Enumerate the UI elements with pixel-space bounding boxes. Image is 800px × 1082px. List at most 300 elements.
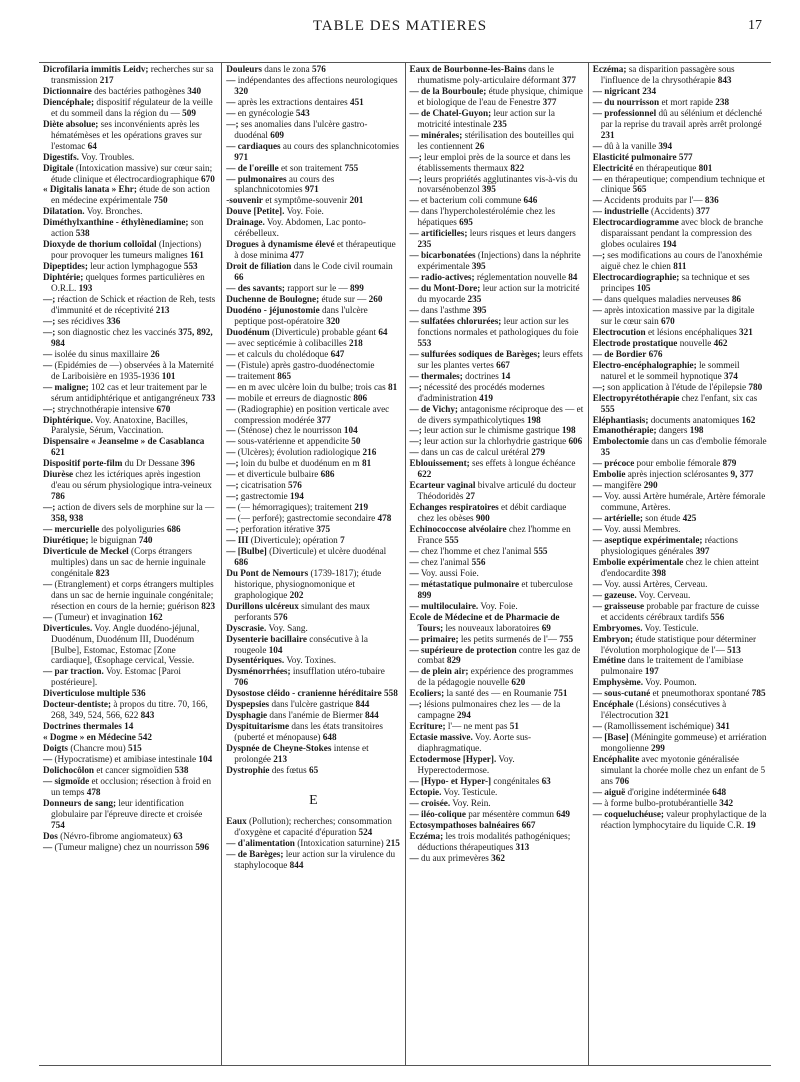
entry-text: dans le rhumatisme poly-articulaire déformant <box>417 64 560 85</box>
entry-heading: — sigmoïde <box>43 775 90 786</box>
entry-heading: —; <box>592 250 605 261</box>
index-entry <box>226 699 400 710</box>
index-entry <box>410 349 584 371</box>
entry-page-ref: 576 <box>312 64 326 74</box>
index-entry <box>410 524 584 546</box>
index-entry <box>410 579 584 601</box>
entry-heading: — <box>592 524 602 535</box>
entry-page-ref: 478 <box>377 513 392 524</box>
entry-page-ref: 14 <box>501 370 511 381</box>
entry-page-ref: 105 <box>636 283 651 294</box>
entry-text: (Pollution); recherches; consommation d'oxygène et capacité d'épuration <box>234 815 392 837</box>
entry-text: dans quelques maladies nerveuses <box>604 294 730 305</box>
entry-heading: — <box>226 403 236 414</box>
index-entry <box>226 524 400 535</box>
index-entry <box>43 535 217 546</box>
index-entry <box>226 174 400 196</box>
entry-text: (Méningite gommeuse) et arriération mongolienne <box>600 732 767 754</box>
entry-text: Voy. Anatoxine, Bacilles, Paralysie, Sérum, Vaccination. <box>51 414 188 436</box>
entry-heading: — d'alimentation <box>226 837 295 848</box>
entry-text: contre les gaz de combat <box>417 644 581 666</box>
index-entry <box>593 513 767 524</box>
index-entry <box>43 765 217 776</box>
entry-text: (Radiographie) en position verticale avec compression modérée <box>234 403 390 425</box>
index-entry <box>410 108 584 130</box>
entry-page-ref: 375, 892, 984 <box>51 326 213 348</box>
index-entry <box>410 174 584 196</box>
entry-text: le biguignan <box>90 534 137 545</box>
entry-heading: Du Pont de Nemours <box>226 567 309 578</box>
entry-heading: — minérales; <box>409 129 463 140</box>
entry-text: 102 cas et leur traitement par le sérum antidiphtérique et antigangréneux <box>51 381 207 403</box>
entry-heading: Dictionnaire <box>43 85 92 96</box>
index-entry <box>43 831 217 842</box>
entry-page-ref: 81 <box>388 381 398 392</box>
index-entry <box>410 458 584 480</box>
entry-heading: Dysenterie bacillaire <box>226 633 307 644</box>
entry-text: rapport sur le — <box>287 283 348 294</box>
entry-page-ref: 648 <box>712 786 727 797</box>
entry-heading: Duchenne de Boulogne; <box>226 294 320 305</box>
entry-heading: — croisée. <box>409 797 451 808</box>
entry-text: chez les ictériques après ingestion d'eau ou sérum physiologique intra-veineux <box>51 469 212 491</box>
entry-heading: Duodénum <box>226 326 270 337</box>
index-entry <box>593 272 767 294</box>
index-entry <box>226 838 400 849</box>
entry-page-ref: 321 <box>655 710 669 721</box>
entry-page-ref: 235 <box>467 294 482 305</box>
index-entry <box>226 261 400 283</box>
index-entry <box>43 327 217 349</box>
entry-heading: Durillons ulcéreux <box>226 600 299 611</box>
entry-heading: — [Bulbe] <box>226 545 267 556</box>
entry-page-ref: 198 <box>689 425 704 436</box>
entry-page-ref: 621 <box>51 447 65 458</box>
entry-heading: — radio-actives; <box>409 272 475 283</box>
entry-heading: — <box>592 491 602 502</box>
entry-text: Voy. Poumon. <box>645 677 697 688</box>
index-entry <box>593 163 767 174</box>
entry-text: (Intoxication massive) sur cœur sain; étude clinique et électrocardiographique <box>51 162 213 184</box>
entry-heading: Diphtérie; <box>43 272 84 283</box>
entry-page-ref: 606 <box>568 436 583 447</box>
entry-text: leur action sur la virulence du staphylocoque <box>234 848 396 870</box>
entry-page-ref: 213 <box>155 304 170 315</box>
entry-text: Voy. aussi Foie. <box>420 567 479 578</box>
index-entry <box>410 382 584 404</box>
entry-heading: — sous-cutané <box>592 688 651 699</box>
entry-page-ref: 235 <box>493 118 507 129</box>
entry-heading: — <box>43 754 53 765</box>
entry-heading: —; <box>43 315 56 326</box>
index-entry <box>226 765 400 776</box>
index-entry <box>226 535 400 546</box>
entry-text: dû au sélénium et déclenché par la reprise du travail après arrêt prolongé <box>600 107 763 129</box>
entry-page-ref: 217 <box>99 74 114 85</box>
index-entry <box>593 338 767 349</box>
entry-heading: Dyspituitarisme <box>226 721 290 732</box>
entry-text: valeur prophylactique de la réaction lymphocytaire du liquide C.R. <box>600 808 767 830</box>
entry-page-ref: 50 <box>351 436 361 447</box>
entry-heading: — gazeuse. <box>592 589 637 600</box>
entry-text: Voy. Foie. <box>286 206 324 217</box>
index-entry <box>226 721 400 743</box>
entry-heading: Dyspepsies <box>226 699 270 710</box>
entry-heading: — iléo-colique <box>409 808 466 819</box>
index-entry <box>226 108 400 119</box>
entry-text: et thérapeutique à dose minima <box>234 239 396 261</box>
index-entry <box>43 239 217 261</box>
entry-heading: — graisseuse <box>592 600 645 611</box>
entry-page-ref: 565 <box>632 184 647 195</box>
entry-page-ref: 313 <box>515 841 530 852</box>
entry-page-ref: 86 <box>731 294 741 305</box>
entry-heading: Dispositif porte-film <box>43 458 123 469</box>
entry-heading: —; <box>409 699 422 710</box>
entry-heading: — <box>592 480 602 491</box>
entry-heading: —; <box>43 326 56 337</box>
index-columns <box>39 62 771 1066</box>
entry-heading: — <box>592 294 602 305</box>
entry-heading: — III <box>226 534 249 545</box>
index-entry <box>593 809 767 831</box>
index-entry <box>226 283 400 294</box>
entry-text: et débit cardiaque chez les obèses <box>417 502 567 524</box>
entry-heading: — <box>226 392 236 403</box>
entry-text: mangifère <box>604 480 642 491</box>
entry-text: Voy. Toxines. <box>286 655 337 666</box>
entry-heading: — <box>409 195 419 206</box>
entry-text: congénitales <box>493 775 540 786</box>
entry-page-ref: 649 <box>556 808 570 819</box>
entry-text: quelques formes particulières en O.R.L. <box>51 272 205 294</box>
entry-heading: — artérielle; <box>592 513 643 524</box>
entry-heading: Embryomes. <box>592 622 643 633</box>
index-entry <box>226 688 400 699</box>
entry-heading: Dysentériques. <box>226 655 285 666</box>
entry-text: leur identification globulaire par l'épreuve directe et croisée <box>51 797 203 819</box>
entry-text: (Tumeur) et invagination <box>54 611 147 622</box>
entry-heading: — aiguë <box>592 786 626 797</box>
entry-text: ses modifications au cours de l'anoxhémie aiguë chez le chien <box>600 250 763 272</box>
index-entry <box>226 327 400 338</box>
entry-page-ref: 451 <box>349 96 364 107</box>
entry-heading: Eczéma; <box>592 64 627 74</box>
index-entry <box>593 634 767 656</box>
entry-text: (Ulcères); évolution radiologique <box>237 447 361 458</box>
index-entry <box>593 480 767 491</box>
entry-text: strychnothérapie intensive <box>57 403 155 414</box>
entry-heading: Emphysème. <box>592 677 644 688</box>
entry-page-ref: 81 <box>362 458 372 469</box>
entry-heading: — <box>226 359 236 370</box>
entry-heading: — <box>409 545 419 556</box>
index-entry <box>410 250 584 272</box>
entry-heading: Dipeptides; <box>43 261 88 272</box>
entry-text: (Hypocratisme) et amibiase intestinale <box>54 754 197 765</box>
entry-text: simulant des maux perforants <box>234 600 371 622</box>
index-entry <box>593 524 767 535</box>
entry-text: intense et prolongée <box>234 743 369 765</box>
entry-page-ref: 260 <box>368 294 383 305</box>
entry-heading: Digestifs. <box>43 151 79 162</box>
entry-text: chez l'enfant, six cas <box>681 392 758 403</box>
index-entry <box>226 502 400 513</box>
entry-page-ref: 740 <box>138 534 153 545</box>
index-entry <box>226 710 400 721</box>
entry-heading: — thermales; <box>409 370 463 381</box>
entry-text: au cours des splanchnicotomies <box>234 173 335 195</box>
index-entry <box>593 798 767 809</box>
entry-text: nécessité des procédés modernes d'administration <box>417 381 545 403</box>
entry-page-ref: 340 <box>187 85 202 96</box>
entry-page-ref: 201 <box>349 195 364 206</box>
entry-text: en gynécologie <box>237 107 294 118</box>
entry-text: Accidents produits par l'— <box>603 195 703 206</box>
entry-page-ref: 538 <box>75 228 90 239</box>
entry-heading: —; <box>226 491 239 502</box>
entry-text: par mésentère commun <box>468 808 554 819</box>
entry-page-ref: 377 <box>316 414 331 425</box>
entry-text: mobile et erreurs de diagnostic <box>237 392 352 403</box>
entry-page-ref: 320 <box>234 85 249 96</box>
entry-heading: Diverticulose multiple <box>43 688 130 699</box>
index-entry <box>226 816 400 838</box>
index-entry <box>43 699 217 721</box>
index-entry <box>410 305 584 316</box>
entry-heading: Ecole de Médecine et de Pharmacie de Tours; <box>409 611 560 633</box>
entry-page-ref: 290 <box>643 480 658 491</box>
entry-heading: « Digitalis lanata » Ehr; <box>43 184 137 195</box>
entry-heading: — <box>226 107 236 118</box>
index-entry <box>410 228 584 250</box>
index-entry <box>593 360 767 382</box>
index-entry <box>226 513 400 524</box>
index-entry <box>43 776 217 798</box>
entry-text: leur action sur les fonctions normales et pathologiques du foie <box>417 315 579 337</box>
entry-text: étude de son action en médecine expérimentale <box>51 184 210 206</box>
entry-heading: — industrielle <box>592 206 649 217</box>
entry-page-ref: 374 <box>724 370 738 381</box>
entry-page-ref: 667 <box>521 819 536 830</box>
index-entry <box>410 612 584 634</box>
entry-heading: — des savants; <box>226 283 285 294</box>
index-entry <box>43 152 217 163</box>
entry-heading: Electro-encéphalographie; <box>592 359 697 370</box>
entry-page-ref: 686 <box>234 556 249 567</box>
index-entry <box>593 677 767 688</box>
index-entry <box>226 371 400 382</box>
entry-heading: — <box>592 721 602 732</box>
index-entry <box>593 688 767 699</box>
index-entry <box>410 666 584 688</box>
entry-text: Voy. Estomac [Paroi postérieure]. <box>51 666 181 688</box>
entry-heading: — de Chatel-Guyon; <box>409 107 492 118</box>
entry-text: doctrines <box>465 370 499 381</box>
page-header <box>0 18 800 42</box>
entry-page-ref: 553 <box>183 261 198 272</box>
entry-page-ref: 395 <box>482 184 496 195</box>
entry-text: Voy. Testicule. <box>644 622 699 633</box>
entry-heading: — sulfurées sodiques de Barèges; <box>409 348 541 359</box>
entry-text: (Injections) pour provoquer les tumeurs malignes <box>51 239 202 261</box>
index-entry <box>410 272 584 283</box>
entry-text: documents anatomiques <box>650 414 740 425</box>
entry-text: les petits surmenés de l'— <box>460 633 557 644</box>
entry-page-ref: 161 <box>190 250 204 261</box>
entry-heading: Encéphalite <box>592 754 640 765</box>
entry-heading: — <box>409 567 419 578</box>
index-entry <box>410 853 584 864</box>
index-entry <box>410 688 584 699</box>
entry-text: leur action sur la motricité du myocarde <box>417 283 580 305</box>
index-entry <box>410 732 584 754</box>
entry-page-ref: 780 <box>748 381 763 392</box>
index-entry <box>410 316 584 349</box>
entry-text: ses inconvénients après les hématémèses et les opérations graves sur l'estomac <box>51 118 202 151</box>
entry-text: et mort rapide <box>661 96 713 107</box>
entry-text: du aux primevères <box>420 852 489 863</box>
entry-page-ref: 101 <box>161 370 176 381</box>
index-entry <box>43 721 217 732</box>
entry-page-ref: 477 <box>290 250 304 261</box>
entry-text: action de divers sels de morphine sur la — <box>57 502 215 513</box>
entry-heading: — <box>43 841 53 852</box>
entry-heading: Drainage. <box>226 217 265 228</box>
index-entry <box>410 798 584 809</box>
entry-text: cicatrisation <box>240 480 286 491</box>
index-entry <box>43 524 217 535</box>
entry-page-ref: 844 <box>355 699 370 710</box>
entry-text: ses anomalies dans l'ulcère gastro-duodénal <box>234 118 368 140</box>
entry-page-ref: 751 <box>553 688 568 699</box>
entry-text: Voy. Cerveau. <box>638 589 691 600</box>
entry-page-ref: 202 <box>289 589 304 600</box>
entry-text: recherches sur sa transmission <box>51 64 214 85</box>
index-entry <box>43 688 217 699</box>
entry-heading: —; <box>43 294 56 305</box>
entry-text: leurs risques et leurs dangers <box>469 228 576 239</box>
entry-page-ref: 395 <box>471 261 486 272</box>
entry-heading: — <box>226 74 236 85</box>
entry-heading: —; <box>409 381 422 392</box>
index-entry <box>226 568 400 601</box>
entry-heading: Dispensaire « Jeanselme » de Casablanca <box>43 436 205 447</box>
entry-text: son application à l'étude de l'épilepsie <box>607 381 747 392</box>
entry-heading: Droit de filiation <box>226 261 292 272</box>
index-entry <box>43 754 217 765</box>
index-entry <box>226 64 400 75</box>
entry-heading: — bicarbonatées <box>409 250 476 261</box>
index-entry <box>593 754 767 787</box>
index-entry <box>593 349 767 360</box>
index-entry <box>410 480 584 502</box>
entry-page-ref: 341 <box>716 721 730 732</box>
entry-heading: Emétine <box>592 655 626 666</box>
index-entry <box>226 458 400 469</box>
entry-text: (Lésions) consécutives à l'électrocution <box>600 699 727 721</box>
index-entry <box>593 590 767 601</box>
entry-heading: Diméthylxanthine - éthylènediamine; <box>43 217 189 228</box>
entry-heading: Diencéphale; <box>43 96 95 107</box>
index-entry <box>593 97 767 108</box>
entry-text: perforation itérative <box>240 524 315 535</box>
entry-text: Voy. Angle duodéno-jéjunal, Duodénum, Duodénum III, Duodénum [Bulbe], Estomac, Estomac [Zone cardiaque], Œsophage cervical, Vessie. <box>51 622 200 666</box>
entry-heading: —; <box>409 425 422 436</box>
entry-heading: Electrocardiogramme <box>592 217 679 228</box>
entry-page-ref: 358, 938 <box>51 513 84 524</box>
index-entry <box>593 141 767 152</box>
entry-text: Voy. Bronches. <box>86 206 143 217</box>
entry-page-ref: 844 <box>364 710 379 721</box>
index-entry <box>43 382 217 404</box>
index-entry <box>593 382 767 393</box>
entry-heading: — <box>409 206 419 217</box>
entry-heading: —; <box>226 118 239 129</box>
entry-heading: — <box>226 425 236 436</box>
entry-page-ref: 755 <box>344 162 359 173</box>
entry-text: Voy. Sang. <box>268 622 308 633</box>
entry-page-ref: 65 <box>309 765 319 775</box>
entry-text: étude sur — <box>321 294 367 305</box>
entry-heading: Docteur-dentiste; <box>43 699 112 710</box>
index-entry <box>410 776 584 787</box>
entry-page-ref: 811 <box>673 261 687 272</box>
index-entry <box>410 425 584 436</box>
index-entry <box>226 491 400 502</box>
entry-text: au cours des splanchnicotomies <box>282 140 400 151</box>
entry-page-ref: 576 <box>288 480 302 491</box>
entry-page-ref: 733 <box>201 392 216 403</box>
entry-heading: Electrocardiographie; <box>592 272 680 283</box>
entry-text: Voy. Abdomen, Lac ponto-cérébelleux. <box>234 217 366 239</box>
entry-page-ref: 515 <box>127 743 142 754</box>
entry-text: avec block de branche disparaissant pendant la compression des globes oculaires <box>600 217 763 250</box>
entry-heading: Dilatation. <box>43 206 85 217</box>
index-entry <box>410 601 584 612</box>
entry-text: Voy. Testicule. <box>443 786 498 797</box>
entry-text: après intoxication massive par la digitale sur le cœur sain <box>600 304 755 326</box>
index-entry <box>43 360 217 382</box>
index-entry <box>43 294 217 316</box>
index-entry <box>410 721 584 732</box>
index-entry <box>226 141 400 163</box>
index-entry <box>226 849 400 871</box>
entry-heading: -souvenir <box>226 195 263 206</box>
entry-page-ref: 64 <box>378 326 388 337</box>
entry-text: son étude <box>645 513 681 524</box>
entry-text: en thérapeutique <box>635 162 697 173</box>
entry-page-ref: 865 <box>277 370 292 381</box>
entry-page-ref: 556 <box>710 611 725 622</box>
entry-heading: — cardiaques <box>226 140 281 151</box>
index-entry <box>226 163 400 174</box>
entry-heading: Dos <box>43 830 58 841</box>
index-entry <box>43 502 217 524</box>
entry-heading: Doctrines thermales <box>43 721 122 732</box>
entry-page-ref: 238 <box>715 96 730 107</box>
entry-text: (Injections) dans la néphrite expérimentale <box>417 250 581 272</box>
entry-text: (Corps étrangers multiples) dans un sac de hernie inguinale congénitale <box>51 545 206 578</box>
entry-text: (Diverticule) et ulcère duodénal <box>269 545 387 556</box>
entry-heading: — primaire; <box>409 633 459 644</box>
entry-page-ref: 19 <box>746 819 756 830</box>
entry-page-ref: 543 <box>295 107 310 118</box>
index-entry <box>43 415 217 437</box>
entry-text: leur action lymphagogue <box>90 261 182 272</box>
index-entry <box>593 108 767 141</box>
index-entry <box>226 601 400 623</box>
